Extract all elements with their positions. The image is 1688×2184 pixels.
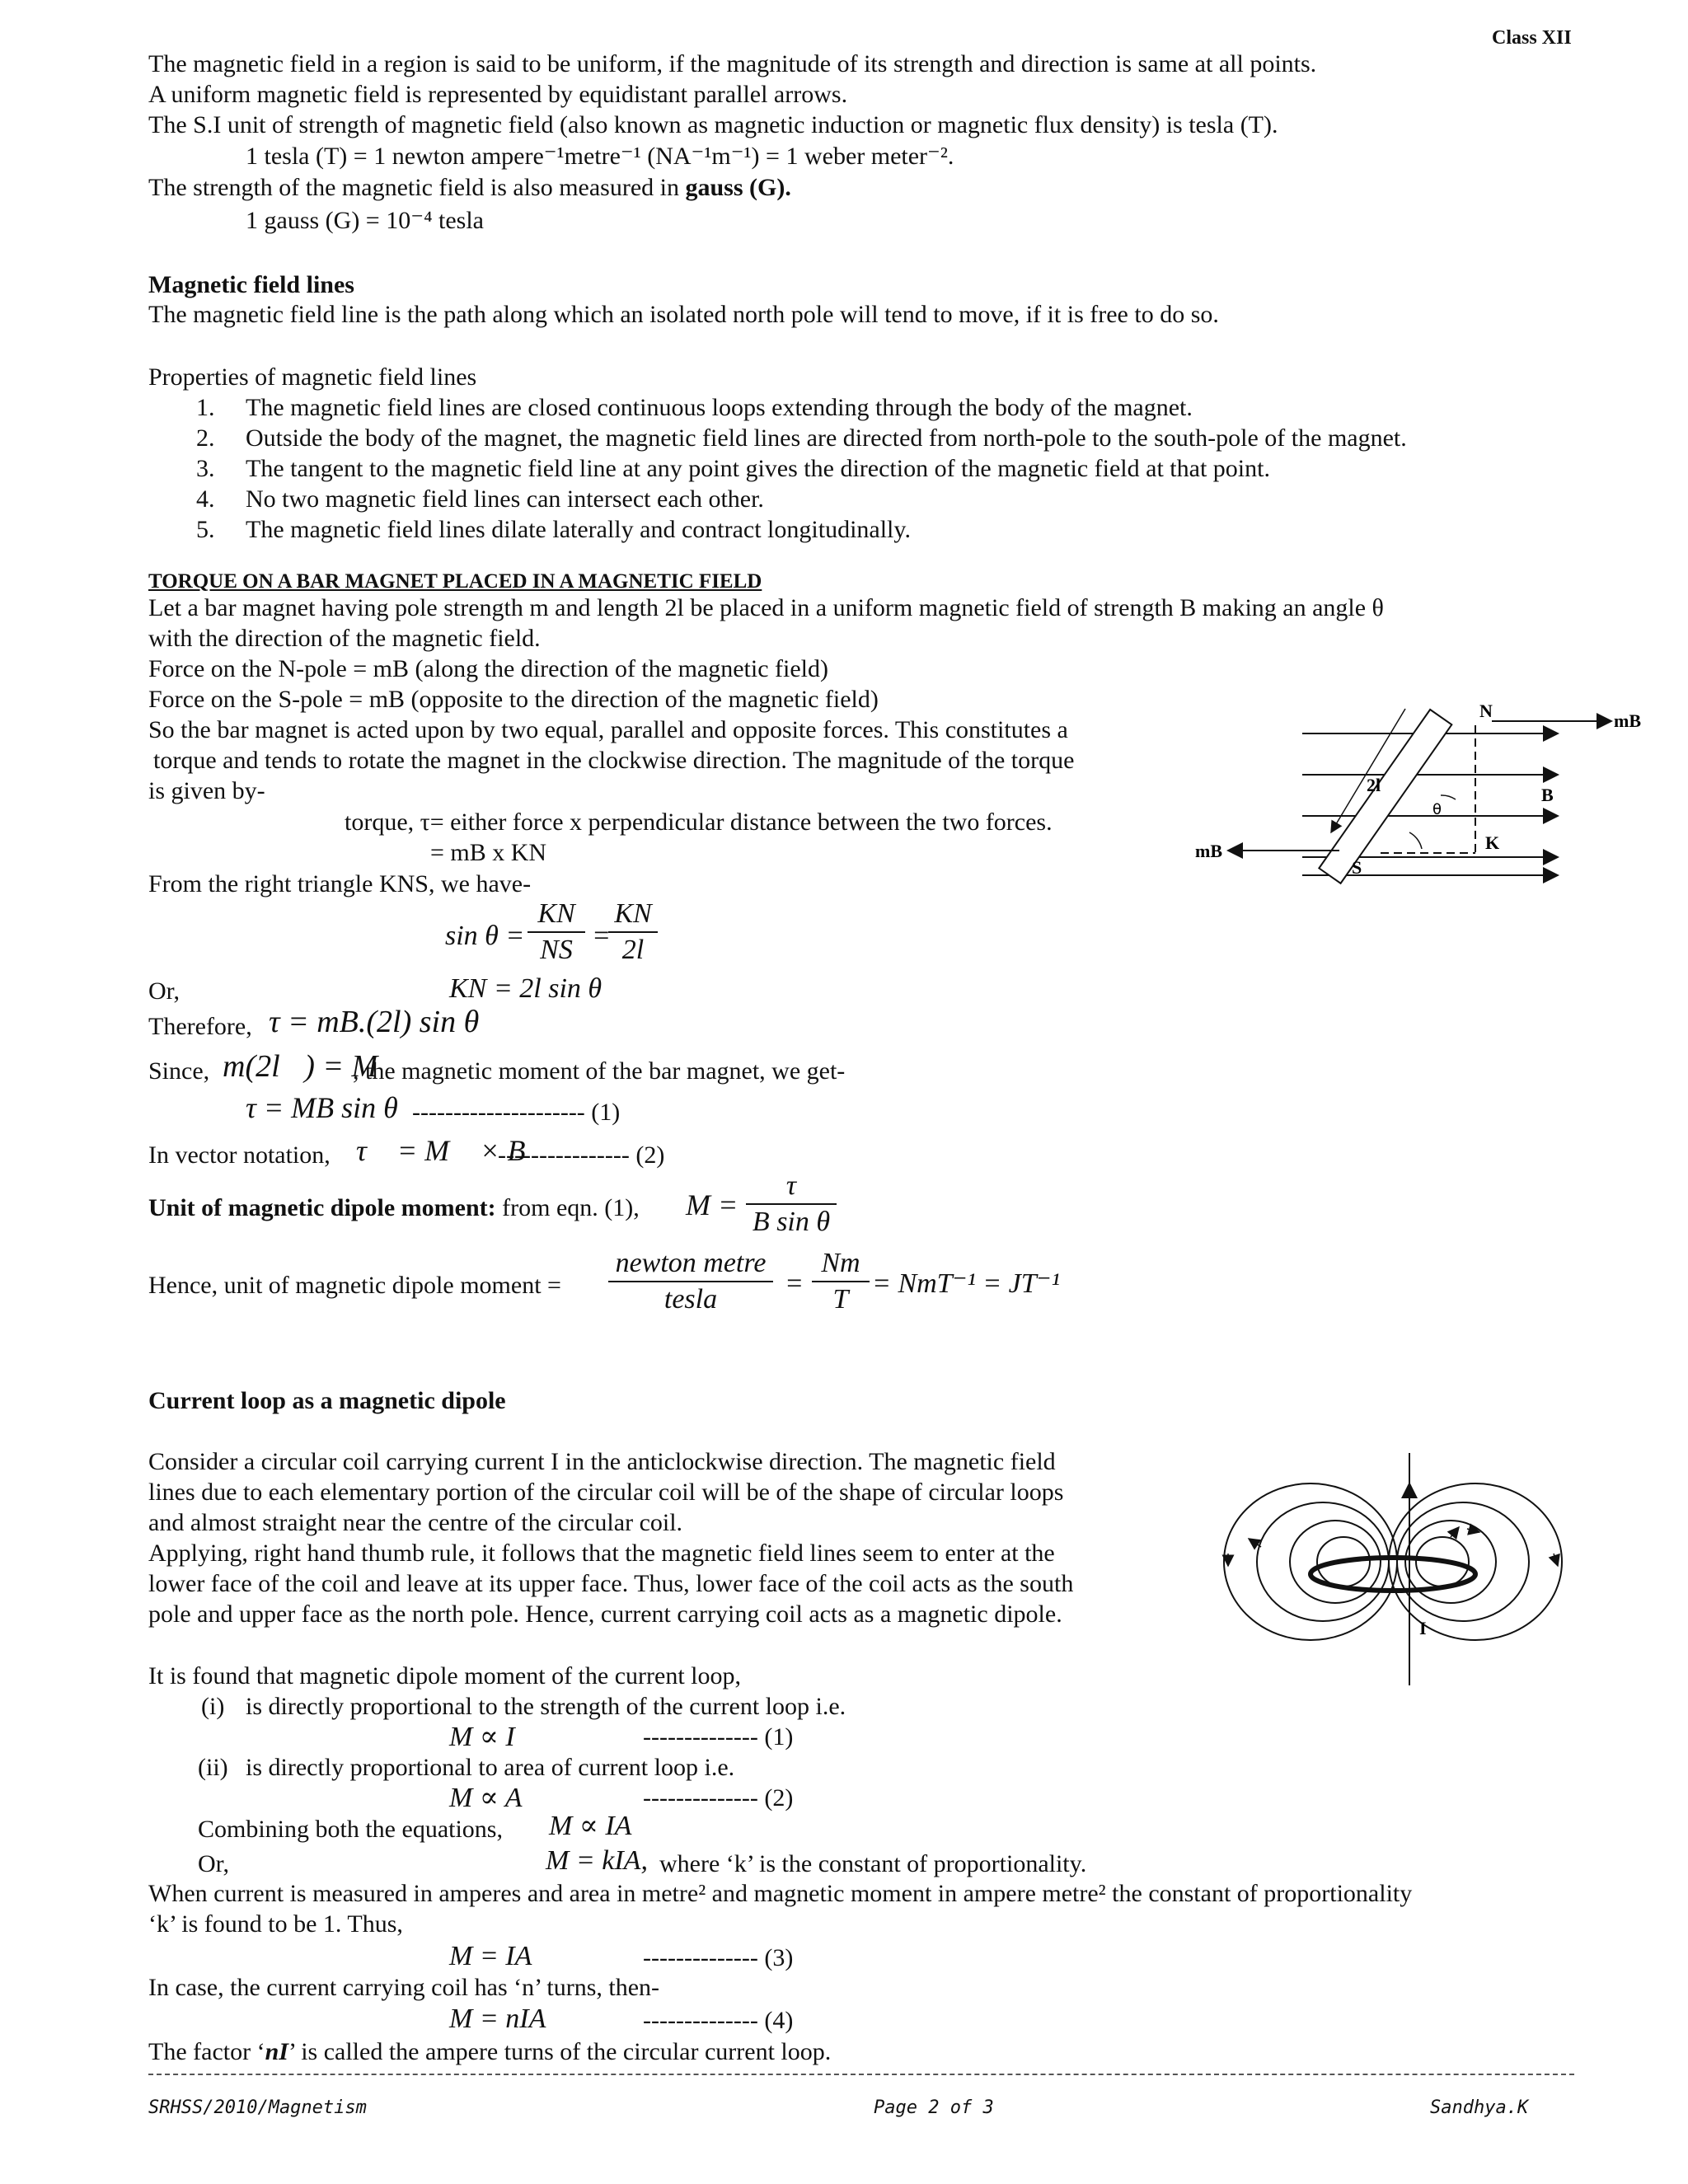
field-direction-arrow <box>1249 1539 1261 1547</box>
bar-magnet-diagram <box>1195 676 1657 915</box>
kn-equation: KN = 2l sin θ <box>449 973 603 1004</box>
k-text: where ‘k’ is the constant of proportionality. <box>659 1850 1087 1877</box>
m-prop-ia: M ∝ IA <box>549 1811 632 1841</box>
footer-author: Sandhya.K <box>1430 2097 1529 2118</box>
m-prop-i: M ∝ I <box>449 1722 515 1752</box>
denominator: tesla <box>663 1284 718 1315</box>
label-mb-left: mB <box>1195 841 1222 861</box>
fraction-newton-tesla <box>608 1248 773 1315</box>
loop-para-1: Consider a circular coil carrying current I in the anticlockwise direction. The magnetic field <box>148 1448 1056 1475</box>
m-nia: M = nIA <box>449 2004 546 2034</box>
label-s: S <box>1352 857 1362 878</box>
or-label: Or, <box>198 1850 229 1877</box>
list-item-number: 5. <box>196 516 215 543</box>
label-theta: θ <box>1432 801 1442 818</box>
numerator: Nm <box>821 1248 860 1278</box>
tag-1: -------------- (1) <box>643 1723 794 1750</box>
field-loops-right <box>1389 1483 1562 1640</box>
page-number: Page 2 of 3 <box>874 2097 994 2118</box>
vector-label: In vector notation, <box>148 1141 331 1169</box>
tag-4: -------------- (4) <box>643 2007 794 2034</box>
list-item-number: 1. <box>196 394 215 421</box>
found-text: It is found that magnetic dipole moment of the current loop, <box>148 1662 741 1690</box>
fraction-kn-2l <box>608 898 658 966</box>
since-equation: m(2l⃗) = M⃗ <box>223 1049 402 1084</box>
numerator: newton metre <box>615 1248 767 1278</box>
footer-divider <box>148 2074 1574 2075</box>
intro-line-5: The strength of the magnetic field is also measured in gauss (G). <box>148 174 791 201</box>
sin-lhs: sin θ = <box>445 921 525 951</box>
current-loop-diagram <box>1212 1446 1574 1694</box>
m-prop-a: M ∝ A <box>449 1783 523 1813</box>
unit-result: = NmT⁻¹ = JT⁻¹ <box>872 1268 1060 1299</box>
list-item-number: 3. <box>196 455 215 482</box>
loop-para-3: and almost straight near the centre of the circular coil. <box>148 1509 683 1536</box>
field-loop <box>1224 1483 1397 1640</box>
torque-para-2: with the direction of the magnetic field. <box>148 625 541 652</box>
label-b: B <box>1541 785 1554 805</box>
loop-para-6: pole and upper face as the north pole. Hence, current carrying coil acts as a magnetic dipole. <box>148 1601 1062 1628</box>
torque-mbkn: = mB x KN <box>430 839 547 866</box>
fraction-tau-bsin <box>746 1170 837 1238</box>
equation-1: τ = MB sin θ <box>246 1091 398 1124</box>
item-i-label: (i) <box>201 1693 225 1720</box>
intro-line-2: A uniform magnetic field is represented by equidistant parallel arrows. <box>148 81 848 108</box>
equals-sign: = <box>785 1268 804 1299</box>
list-item: The magnetic field lines dilate laterally and contract longitudinally. <box>246 516 911 543</box>
label-i: I <box>1419 1618 1427 1638</box>
torque-para-1: Let a bar magnet having pole strength m and length 2l be placed in a uniform magnetic field of strength B making an angle θ <box>148 594 1384 621</box>
equation-2-tag: ---------------- (2) <box>498 1141 665 1169</box>
since-label: Since, <box>148 1057 210 1085</box>
n-turns-text: In case, the current carrying coil has ‘n’ turns, then- <box>148 1974 660 2001</box>
torque-para-7: is given by- <box>148 777 265 804</box>
hence-label: Hence, unit of magnetic dipole moment = <box>148 1272 561 1299</box>
factor-text: The factor ‘nI’ is called the ampere turns of the circular current loop. <box>148 2038 832 2065</box>
m-kia: M = kIA, <box>546 1845 648 1876</box>
field-loop <box>1389 1483 1562 1640</box>
label-k: K <box>1485 832 1500 853</box>
fraction-nm-t <box>812 1248 870 1315</box>
list-item-number: 2. <box>196 424 215 452</box>
numerator: KN <box>614 898 652 929</box>
torque-heading: TORQUE ON A BAR MAGNET PLACED IN A MAGNETIC FIELD <box>148 570 762 593</box>
denominator: B sin θ <box>752 1207 831 1237</box>
field-lines-definition: The magnetic field line is the path along which an isolated north pole will tend to move, if it is free to do so. <box>148 301 1219 328</box>
equals-sign: = <box>592 921 611 951</box>
item-ii-text: is directly proportional to area of current loop i.e. <box>246 1754 735 1781</box>
tag-3: -------------- (3) <box>643 1944 794 1971</box>
item-ii-label: (ii) <box>198 1754 228 1781</box>
gauss-definition: 1 gauss (G) = 10⁻⁴ tesla <box>246 207 484 234</box>
tau-equation: τ = mB.(2l) sin θ <box>269 1005 480 1039</box>
properties-title: Properties of magnetic field lines <box>148 363 477 391</box>
loop-para-2: lines due to each elementary portion of the circular coil will be of the shape of circular loops <box>148 1479 1064 1506</box>
loop-para-4: Applying, right hand thumb rule, it follows that the magnetic field lines seem to enter at the <box>148 1540 1055 1567</box>
denominator: 2l <box>621 935 645 965</box>
torque-definition: torque, τ= either force x perpendicular distance between the two forces. <box>345 808 1053 836</box>
loop-para-5: lower face of the coil and leave at its upper face. Thus, lower face of the coil acts as the south <box>148 1570 1074 1597</box>
units-line-2: ‘k’ is found to be 1. Thus, <box>148 1910 403 1938</box>
torque-para-6: torque and tends to rotate the magnet in the clockwise direction. The magnitude of the torque <box>153 747 1075 774</box>
tesla-definition: 1 tesla (T) = 1 newton ampere⁻¹metre⁻¹ (NA⁻¹m⁻¹) = 1 weber meter⁻². <box>246 143 954 170</box>
unit-m-lhs: M = <box>686 1188 738 1221</box>
item-i-text: is directly proportional to the strength of the current loop i.e. <box>246 1693 846 1720</box>
numerator: τ <box>785 1170 797 1201</box>
field-direction-arrow <box>1554 1554 1558 1566</box>
combine-text: Combining both the equations, <box>198 1816 503 1843</box>
loop-heading: Current loop as a magnetic dipole <box>148 1387 506 1414</box>
label-mb-right: mB <box>1614 710 1641 731</box>
theta-arc <box>1441 795 1456 799</box>
intro-line-1: The magnetic field in a region is said to be uniform, if the magnitude of its strength and direction is same at all points. <box>148 50 1317 77</box>
unit-line: Unit of magnetic dipole moment: from eqn. (1), <box>148 1194 640 1221</box>
torque-para-5: So the bar magnet is acted upon by two equal, parallel and opposite forces. This constitutes a <box>148 716 1068 743</box>
list-item: Outside the body of the magnet, the magnetic field lines are directed from north-pole to the south-pole of the magnet. <box>246 424 1407 452</box>
intro-line-3: The S.I unit of strength of magnetic field (also known as magnetic induction or magnetic flux density) is tesla (T). <box>148 111 1278 138</box>
units-line-1: When current is measured in amperes and area in metre² and magnetic moment in ampere metre² the constant of proportionality <box>148 1880 1413 1907</box>
field-direction-arrow <box>1451 1527 1459 1537</box>
field-loops-left <box>1224 1483 1397 1640</box>
equation-2: τ⃗ = M⃗ × B⃗ <box>356 1134 549 1167</box>
force-n-pole: Force on the N-pole = mB (along the direction of the magnetic field) <box>148 655 828 682</box>
class-label: Class XII <box>1492 27 1572 49</box>
theta-arc <box>1409 832 1422 849</box>
label-2l: 2l <box>1367 775 1381 795</box>
therefore-label: Therefore, <box>148 1013 252 1040</box>
fraction-kn-ns <box>528 898 585 966</box>
force-s-pole: Force on the S-pole = mB (opposite to the direction of the magnetic field) <box>148 686 879 713</box>
list-item: The tangent to the magnetic field line at any point gives the direction of the magnetic field at that point. <box>246 455 1270 482</box>
tag-2: -------------- (2) <box>643 1784 794 1811</box>
label-n: N <box>1479 701 1493 721</box>
since-rest: , the magnetic moment of the bar magnet, we get- <box>353 1057 846 1085</box>
m-ia: M = IA <box>449 1941 532 1971</box>
denominator: T <box>832 1284 849 1315</box>
or-label: Or, <box>148 977 180 1005</box>
list-item: No two magnetic field lines can intersect each other. <box>246 485 764 513</box>
triangle-text: From the right triangle KNS, we have- <box>148 870 532 898</box>
denominator: NS <box>540 935 573 965</box>
footer-left: SRHSS/2010/Magnetism <box>148 2097 367 2118</box>
list-item: The magnetic field lines are closed continuous loops extending through the body of the magnet. <box>246 394 1193 421</box>
numerator: KN <box>537 898 575 929</box>
list-item-number: 4. <box>196 485 215 513</box>
field-lines-heading: Magnetic field lines <box>148 271 354 298</box>
equation-1-tag: --------------------- (1) <box>412 1099 621 1126</box>
